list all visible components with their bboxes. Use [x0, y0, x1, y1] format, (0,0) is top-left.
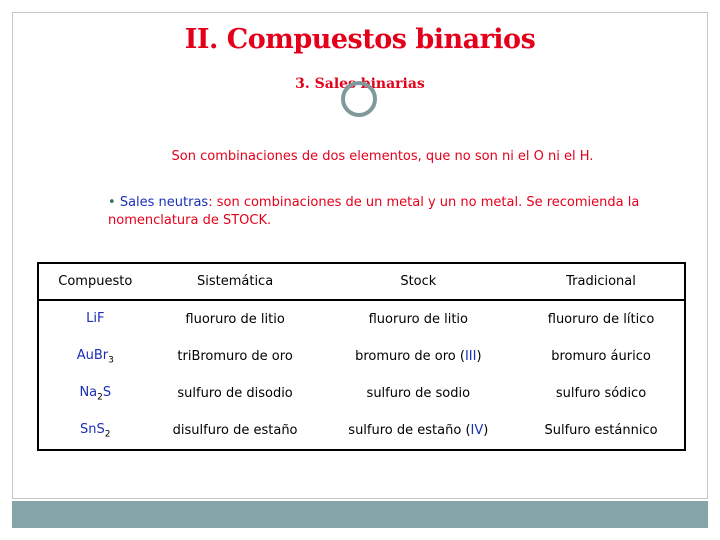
- stock-cell: [319, 412, 518, 450]
- header-stock: Stock: [319, 263, 518, 300]
- stock-cell: [319, 300, 518, 338]
- stock-close: ): [483, 423, 489, 438]
- formula-cell: [38, 412, 152, 450]
- stock-open: (: [465, 423, 471, 438]
- slide-subtitle: 3. Sales binarias: [295, 76, 425, 92]
- stock-roman: IV: [470, 423, 484, 438]
- table-row: [38, 300, 685, 338]
- stock-close: ): [476, 349, 482, 364]
- formula-subscript: 3: [108, 355, 114, 366]
- stock-name: sulfuro de estaño: [348, 423, 466, 438]
- table-row: [38, 375, 685, 412]
- formula-cell: [38, 338, 152, 375]
- formula-nonmetal: F: [96, 310, 105, 326]
- formula-metal: Au: [76, 347, 94, 363]
- bullet-text: : son combinaciones de un metal y un no metal. Se recomienda la nomenclatura de STOCK.: [108, 195, 640, 228]
- footer-bar: [12, 501, 708, 528]
- formula-cell: [38, 300, 152, 338]
- formula-cell: [38, 375, 152, 412]
- stock-open: (: [459, 349, 465, 364]
- slide-title: II. Compuestos binarios: [184, 24, 536, 55]
- stock-cell: [319, 375, 518, 412]
- sistematica-cell: triBromuro de oro: [177, 349, 293, 364]
- formula-subscript: 2: [104, 429, 111, 440]
- stock-name: fluoruro de litio: [368, 312, 468, 327]
- formula-nonmetal: S: [102, 384, 112, 400]
- sistematica-cell: sulfuro de disodio: [177, 386, 293, 401]
- tradicional-cell: bromuro áurico: [518, 338, 685, 375]
- stock-roman: III: [464, 349, 477, 364]
- bullet-marker: •: [108, 195, 116, 210]
- formula-metal: Li: [86, 310, 97, 326]
- table-row: [38, 338, 685, 375]
- stock-name: sulfuro de sodio: [366, 386, 471, 401]
- tradicional-cell: Sulfuro estánnico: [518, 412, 685, 450]
- formula-nonmetal: Br: [93, 347, 109, 363]
- stock-cell: [319, 338, 518, 375]
- tradicional-cell: sulfuro sódico: [518, 375, 685, 412]
- bullet-term: Sales neutras: [119, 195, 209, 210]
- header-tradicional: Tradicional: [518, 263, 685, 300]
- stock-name: bromuro de oro: [355, 349, 460, 364]
- table-header-row: [38, 263, 685, 300]
- nomenclature-table: [37, 262, 686, 451]
- formula-nonmetal: S: [96, 421, 105, 437]
- sistematica-cell: fluoruro de litio: [185, 312, 285, 327]
- bullet-paragraph: [108, 194, 688, 230]
- ring-decoration: [341, 81, 377, 117]
- intro-text: Son combinaciones de dos elementos, que no son ni el O ni el H.: [171, 149, 594, 164]
- sistematica-cell: disulfuro de estaño: [152, 412, 319, 450]
- header-sistematica: Sistemática: [152, 263, 319, 300]
- tradicional-cell: fluoruro de lítico: [518, 300, 685, 338]
- formula-subscript: 2: [97, 392, 103, 403]
- formula-metal: Na: [79, 384, 98, 400]
- table-row: [38, 412, 685, 450]
- header-compuesto: Compuesto: [38, 263, 152, 300]
- formula-metal: Sn: [80, 421, 97, 437]
